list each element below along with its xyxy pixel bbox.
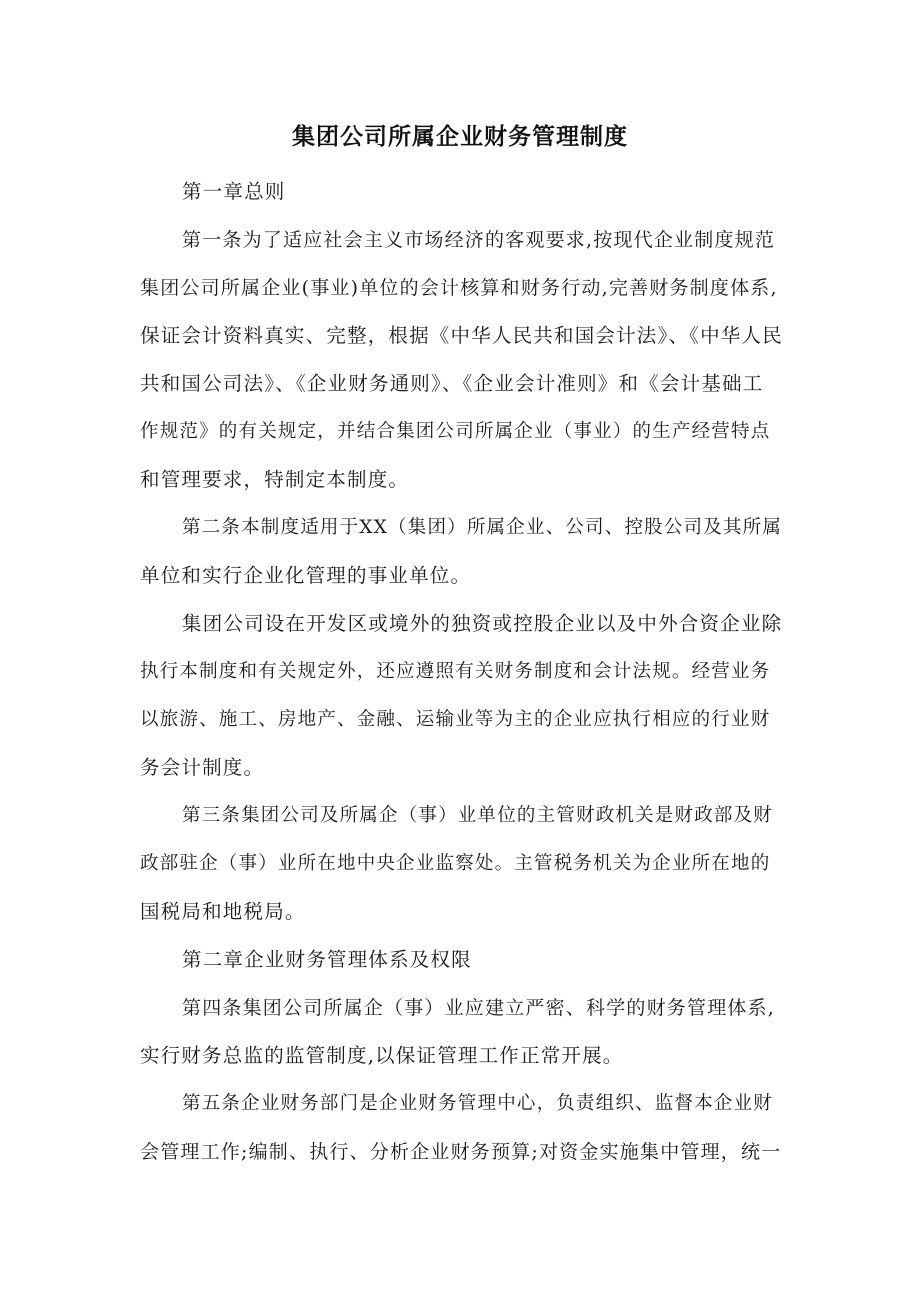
article-3-line-3: 国税局和地税局。 [140, 900, 306, 923]
article-2-sub-line-1: 集团公司设在开发区或境外的独资或控股企业以及中外合资企业除 [182, 612, 783, 635]
article-5-line-2: 会管理工作;编制、执行、分析企业财务预算;对资金实施集中管理，统一 [140, 1141, 782, 1163]
article-1-line-2: 集团公司所属企业(事业)单位的会计核算和财务行动,完善财务制度体系, [140, 277, 778, 299]
article-3-line-2: 政部驻企（事）业所在地中央企业监察处。主管税务机关为企业所在地的 [140, 853, 771, 874]
chapter-2-heading: 第二章企业财务管理体系及权限 [182, 948, 472, 971]
article-3-line-1: 第三条集团公司及所属企（事）业单位的主管财政机关是财政部及财 [182, 805, 774, 826]
article-2-line-2: 单位和实行企业化管理的事业单位。 [140, 564, 472, 587]
document-body [140, 168, 785, 1176]
article-4-line-2: 实行财务总监的监管制度,以保证管理工作正常开展。 [140, 1044, 624, 1067]
article-2-sub-line-4: 务会计制度。 [140, 756, 265, 779]
article-5-line-1: 第五条企业财务部门是企业财务管理中心，负责组织、监督本企业财 [182, 1093, 774, 1114]
article-1-line-6: 和管理要求，特制定本制度。 [140, 468, 410, 491]
document-title: 集团公司所属企业财务管理制度 [292, 124, 628, 150]
article-1-line-3: 保证会计资料真实、完整，根据《中华人民共和国会计法》、《中华人民 [140, 324, 783, 347]
article-2-sub-line-3: 以旅游、施工、房地产、金融、运输业等为主的企业应执行相应的行业财 [140, 709, 771, 730]
chapter-1-heading: 第一章总则 [182, 180, 286, 203]
article-1-line-5: 作规范》的有关规定，并结合集团公司所属企业（事业）的生产经营特点 [140, 421, 771, 442]
article-1-line-4: 共和国公司法》、《企业财务通则》、《企业会计准则》和《会计基础工 [140, 372, 764, 395]
article-4-line-1: 第四条集团公司所属企（事）业应建立严密、科学的财务管理体系, [182, 997, 776, 1019]
article-2-sub-line-2: 执行本制度和有关规定外，还应遵照有关财务制度和会计法规。经营业务 [140, 661, 771, 682]
article-2-line-1: 第二条本制度适用于XX（集团）所属企业、公司、控股公司及其所属 [182, 517, 783, 538]
article-1-line-1: 第一条为了适应社会主义市场经济的客观要求,按现代企业制度规范 [182, 229, 776, 251]
